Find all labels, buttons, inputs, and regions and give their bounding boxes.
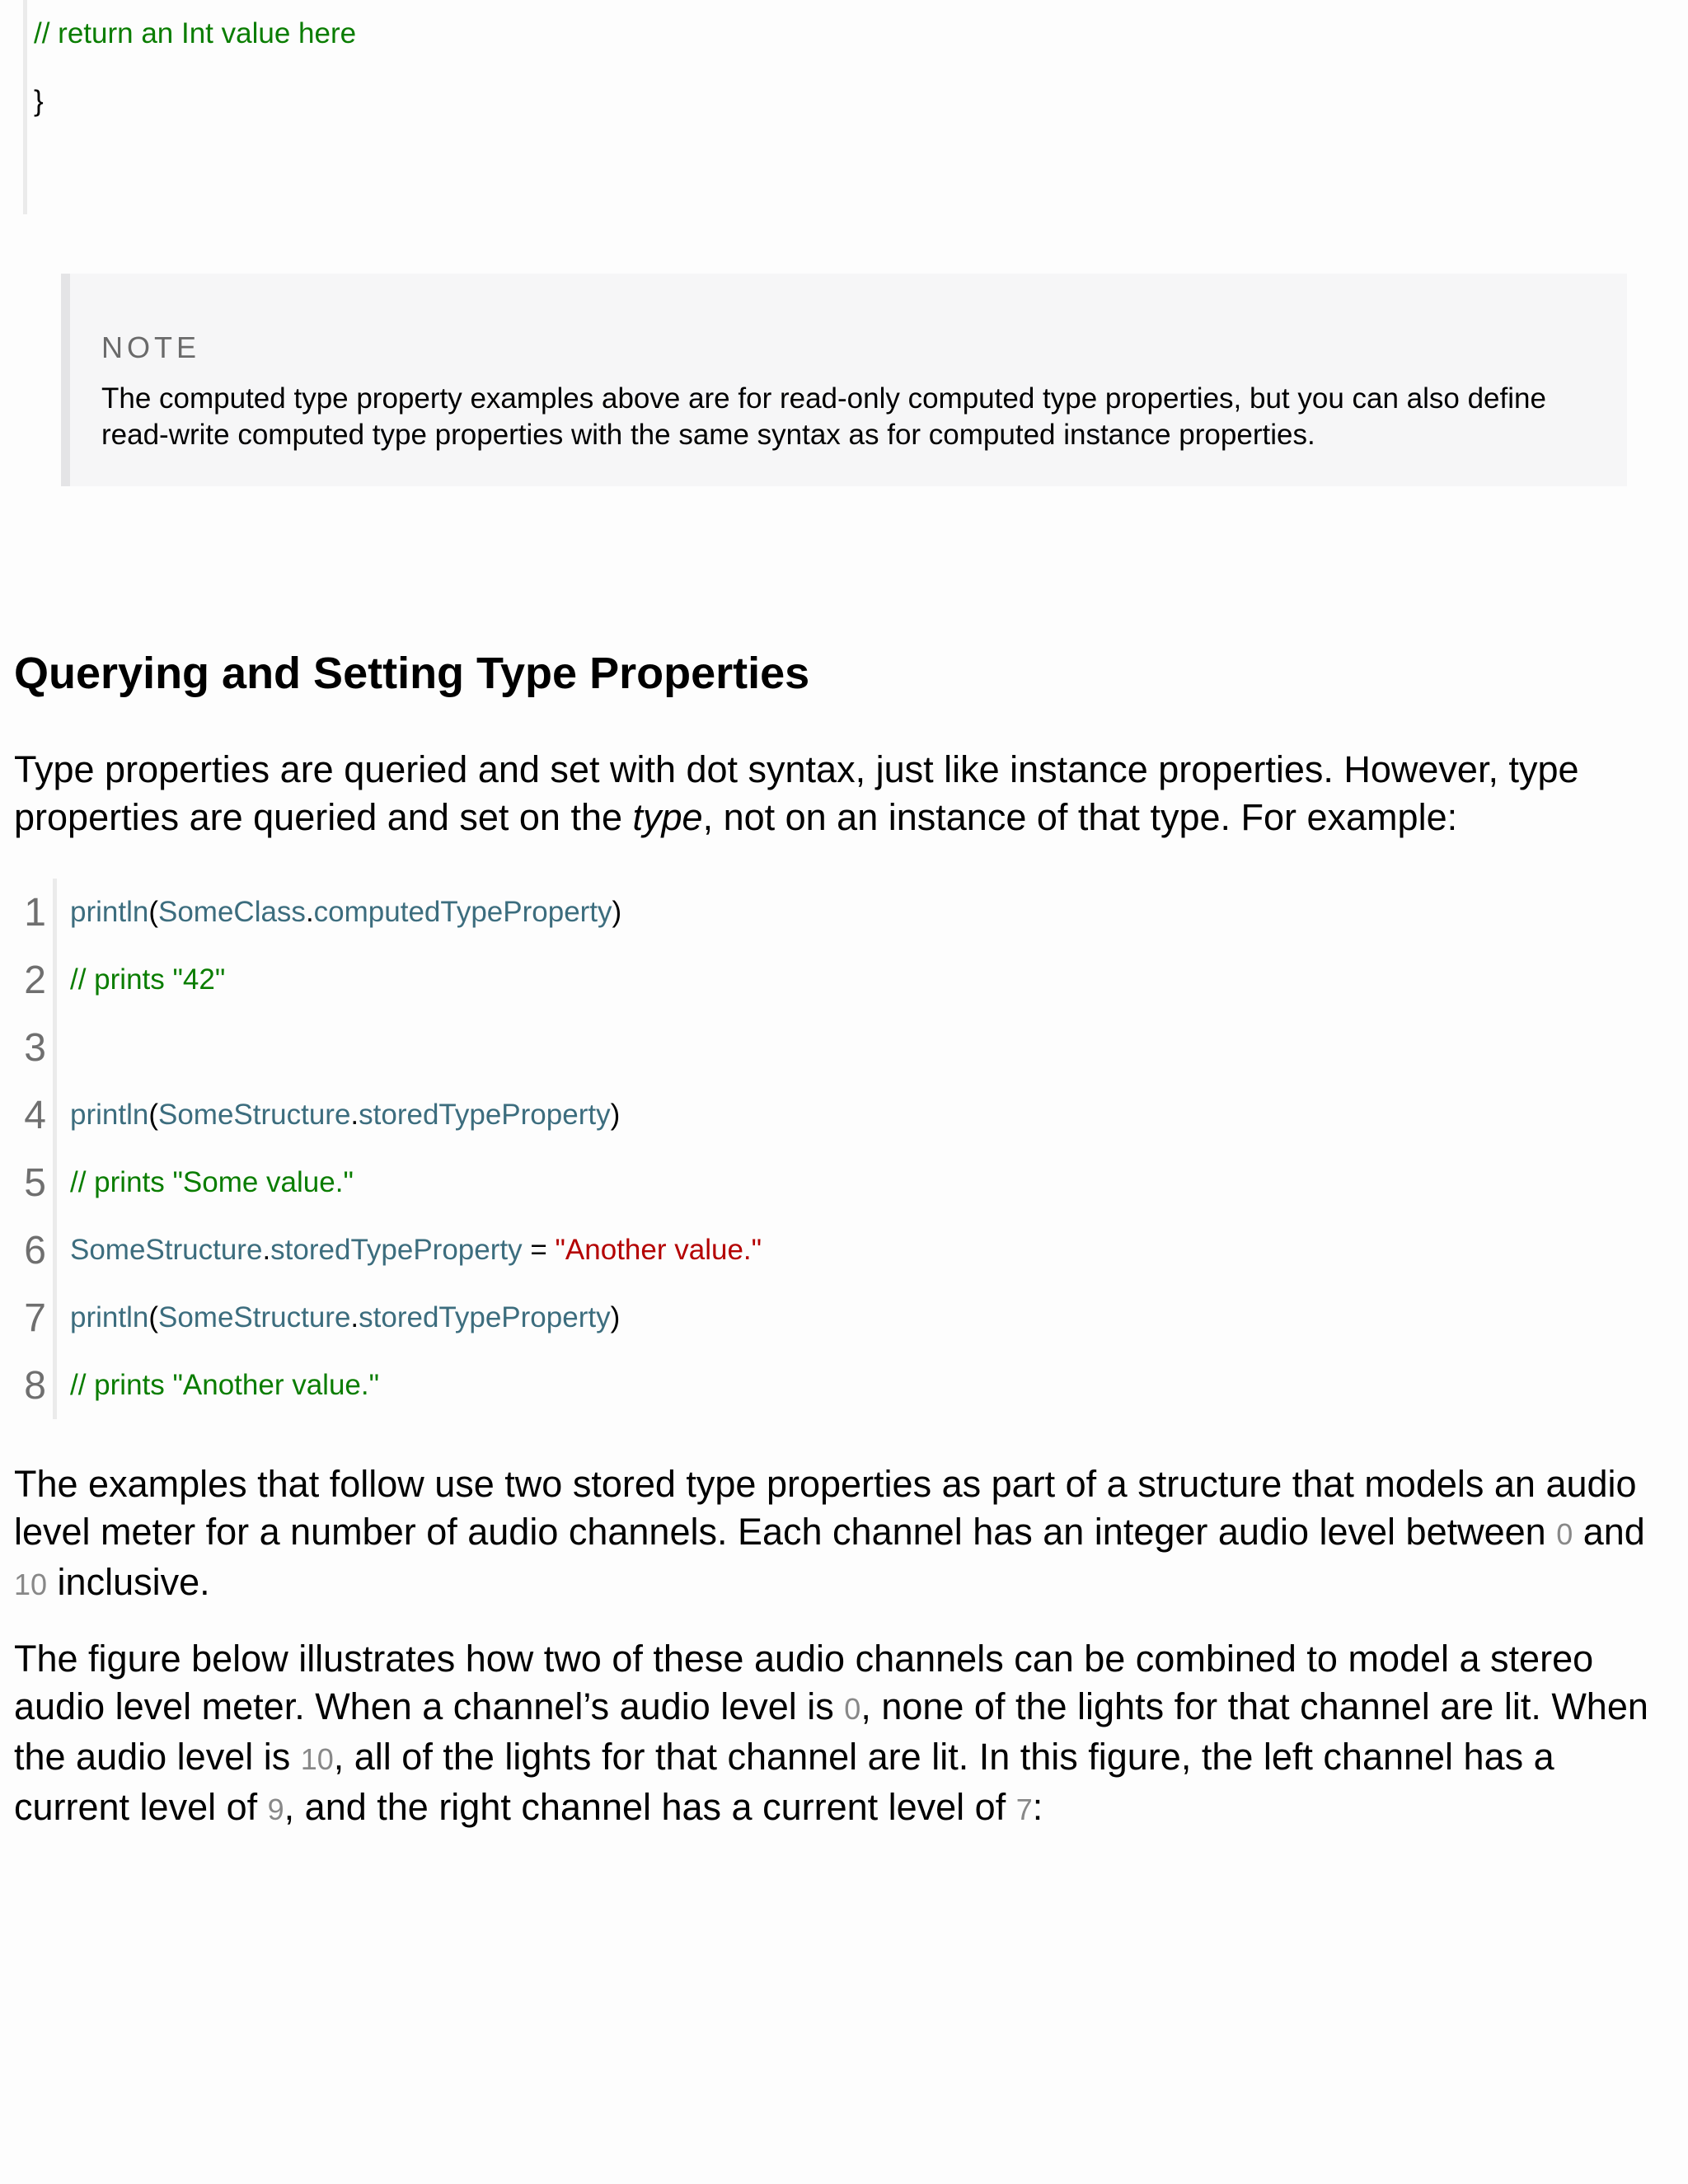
inline-code: 10 — [14, 1568, 48, 1601]
code-token: ( — [148, 896, 158, 928]
paragraph-text: Type properties are queried and set with dot syntax, just like instance properties. However, type properties are queried and set on the — [14, 748, 1579, 838]
code-token: computedTypeProperty — [313, 896, 612, 928]
emphasis-type: type — [632, 796, 703, 838]
line-number: 1 — [24, 890, 46, 935]
paragraph-intro — [14, 746, 1671, 841]
section-heading: Querying and Setting Type Properties — [14, 649, 810, 698]
code-token: . — [350, 1301, 359, 1333]
code-token: ) — [610, 1301, 621, 1333]
paragraph-text: inclusive. — [47, 1561, 210, 1603]
paragraph-text: and — [1573, 1511, 1645, 1553]
code-token: // prints "Some value." — [70, 1166, 354, 1198]
code-listing — [0, 879, 1688, 1419]
paragraph-text: , and the right channel has a current level of — [284, 1786, 1016, 1828]
code-token: println — [70, 1099, 149, 1131]
note-title: NOTE — [101, 330, 201, 364]
code-token: SomeStructure — [157, 1099, 351, 1131]
paragraph-text: , all of the lights for that channel are lit. In this figure, the left channel has a current level of — [14, 1736, 1554, 1828]
code-gutter — [53, 1352, 57, 1419]
note-box — [61, 274, 1627, 486]
code-token: . — [350, 1099, 359, 1131]
code-text — [70, 1301, 620, 1334]
code-row — [0, 1149, 1688, 1216]
code-token: . — [262, 1234, 271, 1266]
code-token: println — [70, 1301, 149, 1333]
code-token: SomeStructure — [70, 1234, 263, 1266]
paragraph-figure-description — [14, 1635, 1671, 1834]
paragraph-text: : — [1032, 1786, 1043, 1828]
code-text — [70, 1369, 379, 1402]
code-token: // prints "42" — [70, 963, 226, 996]
code-token: ) — [610, 1099, 621, 1131]
code-gutter — [53, 946, 57, 1014]
code-row — [0, 879, 1688, 946]
inline-code: 9 — [267, 1793, 284, 1826]
line-number: 3 — [24, 1025, 46, 1070]
code-token: ( — [148, 1301, 158, 1333]
line-number: 2 — [24, 958, 46, 1002]
paragraph-text: The figure below illustrates how two of these audio channels can be combined to model a stereo audio level meter. When a channel’s audio level is — [14, 1638, 1594, 1727]
code-token: SomeStructure — [157, 1301, 351, 1333]
code-text — [70, 963, 225, 996]
code-row — [0, 1352, 1688, 1419]
code-token: "Another value." — [555, 1234, 762, 1266]
code-token: storedTypeProperty — [270, 1234, 523, 1266]
code-gutter — [53, 1081, 57, 1149]
line-number: 6 — [24, 1228, 46, 1272]
inline-code: 0 — [1556, 1517, 1573, 1551]
line-number: 4 — [24, 1093, 46, 1137]
code-token: storedTypeProperty — [359, 1301, 611, 1333]
code-token: SomeClass — [157, 896, 306, 928]
code-gutter — [53, 1284, 57, 1352]
code-line — [27, 68, 1667, 135]
code-closing-brace: } — [34, 85, 44, 117]
paragraph-text: , none of the lights for that channel are lit. When the audio level is — [14, 1685, 1648, 1778]
paragraph-text: , not on an instance of that type. For example: — [702, 796, 1458, 838]
code-token: . — [305, 896, 314, 928]
code-text — [70, 896, 621, 929]
code-line — [27, 0, 1667, 68]
code-comment: // return an Int value here — [34, 17, 357, 49]
inline-code: 7 — [1015, 1793, 1033, 1826]
inline-code: 10 — [300, 1742, 334, 1776]
line-number: 8 — [24, 1363, 46, 1408]
code-text — [70, 1166, 354, 1199]
code-block-continuation — [23, 0, 1667, 214]
paragraph-audio-levels — [14, 1460, 1671, 1609]
line-number: 5 — [24, 1160, 46, 1205]
code-token: = — [522, 1234, 556, 1266]
code-row — [0, 1014, 1688, 1081]
code-row — [0, 946, 1688, 1014]
code-gutter — [53, 879, 57, 946]
code-gutter — [53, 1149, 57, 1216]
code-token: ( — [148, 1099, 158, 1131]
code-token: ) — [612, 896, 622, 928]
code-token: // prints "Another value." — [70, 1369, 380, 1401]
note-text: The computed type property examples above are for read-only computed type properties, but you can also define read-write computed type properties with the same syntax as for computed instance properties. — [101, 382, 1546, 451]
code-row — [0, 1284, 1688, 1352]
line-number: 7 — [24, 1296, 46, 1340]
inline-code: 0 — [844, 1692, 861, 1726]
code-text — [70, 1234, 762, 1267]
code-row — [0, 1216, 1688, 1284]
code-text — [70, 1099, 620, 1132]
code-gutter — [53, 1216, 57, 1284]
code-token: println — [70, 896, 149, 928]
code-gutter — [53, 1014, 57, 1081]
paragraph-text: The examples that follow use two stored type properties as part of a structure that models an audio level meter for a number of audio channels. Each channel has an integer audio level between — [14, 1463, 1637, 1553]
code-token: storedTypeProperty — [359, 1099, 611, 1131]
code-row — [0, 1081, 1688, 1149]
